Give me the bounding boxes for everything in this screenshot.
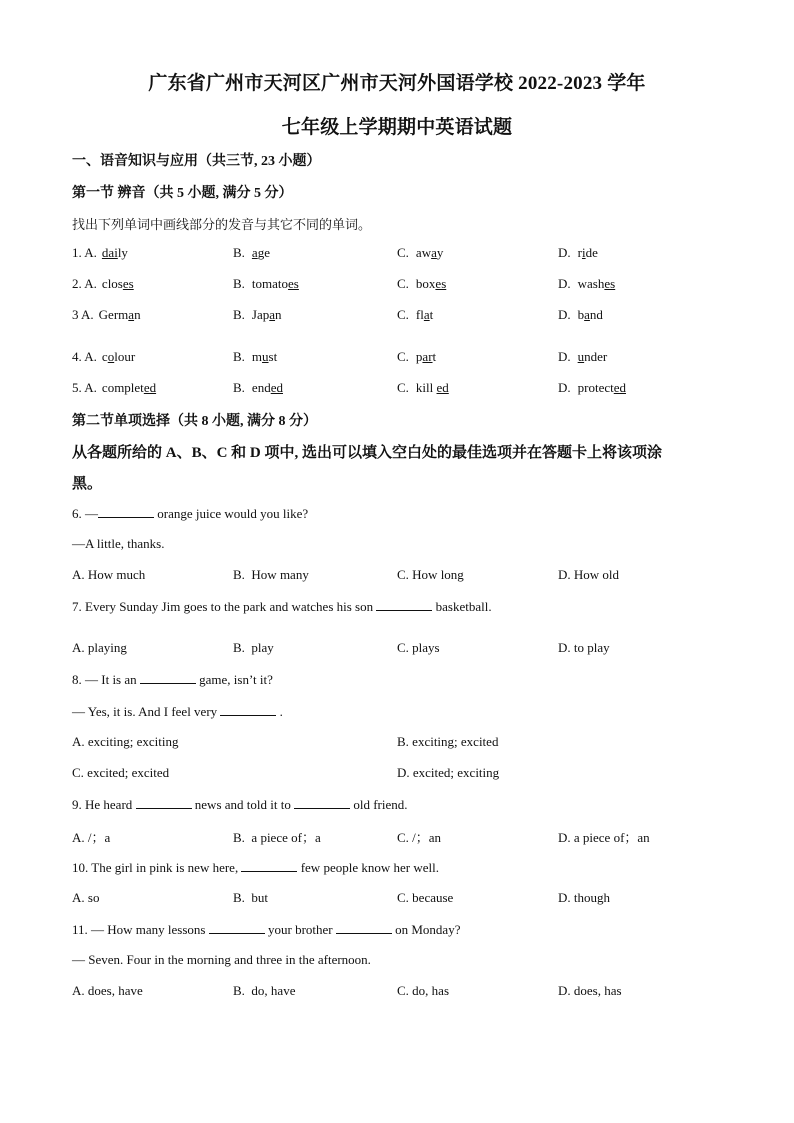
section2-instruction-line1: 从各题所给的 A、B、C 和 D 项中, 选出可以填入空白处的最佳选项并在答题卡上将该项涂 [72, 445, 663, 461]
underlined-part: ed [143, 380, 157, 395]
q3-option-c[interactable] [397, 307, 433, 323]
option-label: C. [397, 349, 409, 364]
word-part: ly [117, 245, 128, 260]
answer-blank [336, 921, 392, 934]
option-label: 2. A. [72, 276, 97, 291]
option-label: C. [397, 380, 409, 395]
word-part: b [577, 307, 585, 322]
underlined-part: a [584, 307, 590, 322]
option-d[interactable]: D. excited; exciting [397, 765, 500, 780]
word-part: n [134, 307, 141, 322]
word-part: complet [101, 380, 144, 395]
option-label: C. [397, 276, 409, 291]
question-10 [72, 859, 439, 876]
word-part: nder [584, 349, 608, 364]
q3-option-b[interactable] [233, 307, 282, 323]
question-6 [72, 505, 308, 522]
answer-blank [98, 505, 154, 518]
q9-option-a[interactable]: A. /；a [72, 830, 111, 845]
q1-option-a[interactable] [72, 245, 128, 261]
q1-option-c[interactable] [397, 245, 443, 261]
word-part: de [585, 245, 598, 260]
q11-option-b[interactable]: B. do, have [233, 983, 296, 998]
q10-option-a[interactable]: A. so [72, 890, 100, 905]
q5-option-b[interactable] [233, 380, 283, 396]
underlined-part: u [577, 349, 585, 364]
word-part: aw [415, 245, 432, 260]
option-label: D. [558, 307, 571, 322]
word-part: fl [415, 307, 424, 322]
q11-option-d[interactable]: D. does, has [558, 983, 622, 998]
answer-blank [209, 921, 265, 934]
q7-option-d[interactable]: D. to play [558, 640, 610, 655]
answer-blank [136, 796, 192, 809]
word-part: kill [415, 380, 437, 395]
option-b[interactable]: B. exciting; excited [397, 734, 499, 749]
q4-option-d[interactable] [558, 349, 607, 365]
underlined-part: a [128, 307, 135, 322]
question-text: your brother [264, 922, 336, 937]
word-part: nd [589, 307, 603, 322]
question-text: on Monday? [391, 922, 461, 937]
word-part: t [429, 307, 434, 322]
underlined-part: ar [422, 349, 433, 364]
word-part: st [268, 349, 278, 364]
question-text: 9. He heard [72, 797, 136, 812]
question-text: game, isn’t it? [195, 672, 273, 687]
option-label: B. [233, 349, 245, 364]
question-text: news and told it to [191, 797, 295, 812]
word-part: n [275, 307, 282, 322]
q2-option-a[interactable] [72, 276, 134, 292]
option-a[interactable]: A. exciting; exciting [72, 734, 179, 749]
q1-option-d[interactable] [558, 245, 598, 261]
option-label: B. [233, 380, 245, 395]
q4-option-b[interactable] [233, 349, 277, 365]
q2-option-b[interactable] [233, 276, 299, 292]
underlined-part: a [431, 245, 437, 260]
question-text: 11. — How many lessons [72, 922, 209, 937]
q5-option-d[interactable] [558, 380, 626, 396]
answer-blank [294, 796, 350, 809]
answer-blank [241, 859, 297, 872]
q2-option-c[interactable] [397, 276, 446, 292]
word-part: m [251, 349, 263, 364]
underlined-part: ed [270, 380, 283, 395]
question-text: basketball. [432, 599, 492, 614]
q5-option-a[interactable] [72, 380, 156, 396]
section2-heading: 第二节单项选择（共 8 小题, 满分 8 分） [72, 414, 317, 429]
q6-option-b[interactable]: B. How many [233, 567, 309, 582]
underlined-part: es [288, 276, 299, 291]
option-label: D. [558, 276, 571, 291]
section1-instruction: 找出下列单词中画线部分的发音与其它不同的单词。 [72, 217, 372, 232]
q10-option-c[interactable]: C. because [397, 890, 454, 905]
word-part: Jap [251, 307, 270, 322]
q4-option-c[interactable] [397, 349, 436, 365]
q9-option-d[interactable]: D. a piece of；an [558, 830, 650, 845]
question-7 [72, 598, 492, 615]
title-line-1: 广东省广州市天河区广州市天河外国语学校 2022-2023 学年 [148, 73, 646, 94]
q3-option-d[interactable] [558, 307, 603, 323]
question-text: — Yes, it is. And I feel very [72, 704, 221, 719]
word-part: lour [114, 349, 136, 364]
word-part: protect [577, 380, 614, 395]
option-label: C. [397, 245, 409, 260]
word-part: c [101, 349, 108, 364]
question-8-reply [72, 703, 283, 720]
question-text: 7. Every Sunday [72, 599, 159, 614]
q3-option-a[interactable] [72, 307, 141, 323]
question-11 [72, 921, 460, 938]
q11-option-a[interactable]: A. does, have [72, 983, 143, 998]
option-label: 5. A. [72, 380, 97, 395]
question-text: 10. The girl in pink is new here, [72, 860, 242, 875]
question-text: 6. — [72, 506, 98, 521]
q4-option-a[interactable] [72, 349, 135, 365]
word-part: tomato [251, 276, 289, 291]
q10-option-b[interactable]: B. but [233, 890, 269, 905]
option-label: B. [233, 276, 245, 291]
word-part: ge [257, 245, 270, 260]
option-label: B. [233, 307, 245, 322]
question-11-reply: — Seven. Four in the morning and three in the afternoon. [72, 952, 371, 967]
underlined-part: ed [613, 380, 627, 395]
q2-option-d[interactable] [558, 276, 615, 292]
word-part: Germ [98, 307, 129, 322]
section2-instruction-line2: 黑。 [72, 476, 103, 492]
underlined-part: i [581, 245, 586, 260]
q7-option-b[interactable]: B. play [233, 640, 274, 655]
question-text: 8. — It is an [72, 672, 140, 687]
underlined-part: u [262, 349, 269, 364]
q9-option-c[interactable]: C. /；an [397, 830, 442, 845]
word-part: wash [577, 276, 605, 291]
q1-option-b[interactable] [233, 245, 270, 261]
word-part: end [251, 380, 271, 395]
answer-blank [376, 598, 432, 611]
option-label: B. [233, 245, 245, 260]
word-part: t [432, 349, 437, 364]
word-part: y [436, 245, 444, 260]
q5-option-c[interactable] [397, 380, 449, 396]
underlined-part: ed [436, 380, 449, 395]
underlined-part: es [122, 276, 134, 291]
option-label: 4. A. [72, 349, 97, 364]
underlined-part: es [435, 276, 447, 291]
title-line-2: 七年级上学期期中英语试题 [281, 117, 513, 138]
q6-option-d[interactable]: D. How old [558, 567, 620, 582]
question-text: orange juice would you like? [154, 506, 309, 521]
option-label: C. [397, 307, 409, 322]
question-9 [72, 796, 407, 813]
underlined-part: a [269, 307, 276, 322]
word-part: clos [101, 276, 123, 291]
question-text: Jim goes to the park and watches his son [158, 599, 377, 614]
q9-option-b[interactable]: B. a piece of；a [233, 830, 321, 845]
word-part: p [415, 349, 423, 364]
underlined-part: a [423, 307, 430, 322]
underlined-part: dai [101, 245, 118, 260]
question-text: few people know her well. [297, 860, 439, 875]
question-8 [72, 671, 273, 688]
part1-heading: 一、语音知识与应用（共三节, 23 小题） [72, 154, 321, 169]
q7-option-c[interactable]: C. plays [397, 640, 440, 655]
section1-heading: 第一节 辨音（共 5 小题, 满分 5 分） [72, 186, 293, 201]
option-c[interactable]: C. excited; excited [72, 765, 170, 780]
underlined-part: es [604, 276, 616, 291]
word-part: r [577, 245, 582, 260]
option-label: 3 A. [72, 307, 94, 322]
answer-blank [140, 671, 196, 684]
q11-option-c[interactable]: C. do, has [397, 983, 449, 998]
q6-option-c[interactable]: C. How long [397, 567, 464, 582]
question-text: . [276, 704, 283, 719]
q7-option-a[interactable]: A. playing [72, 640, 127, 655]
q6-option-a[interactable]: A. How much [72, 567, 146, 582]
word-part: box [415, 276, 436, 291]
question-text: old friend. [350, 797, 408, 812]
option-label: D. [558, 349, 571, 364]
question-6-reply: —A little, thanks. [72, 536, 165, 551]
option-label: D. [558, 380, 571, 395]
option-label: 1. A. [72, 245, 97, 260]
option-label: D. [558, 245, 571, 260]
answer-blank [220, 703, 276, 716]
q10-option-d[interactable]: D. though [558, 890, 610, 905]
underlined-part: o [107, 349, 115, 364]
underlined-part: a [251, 245, 258, 260]
